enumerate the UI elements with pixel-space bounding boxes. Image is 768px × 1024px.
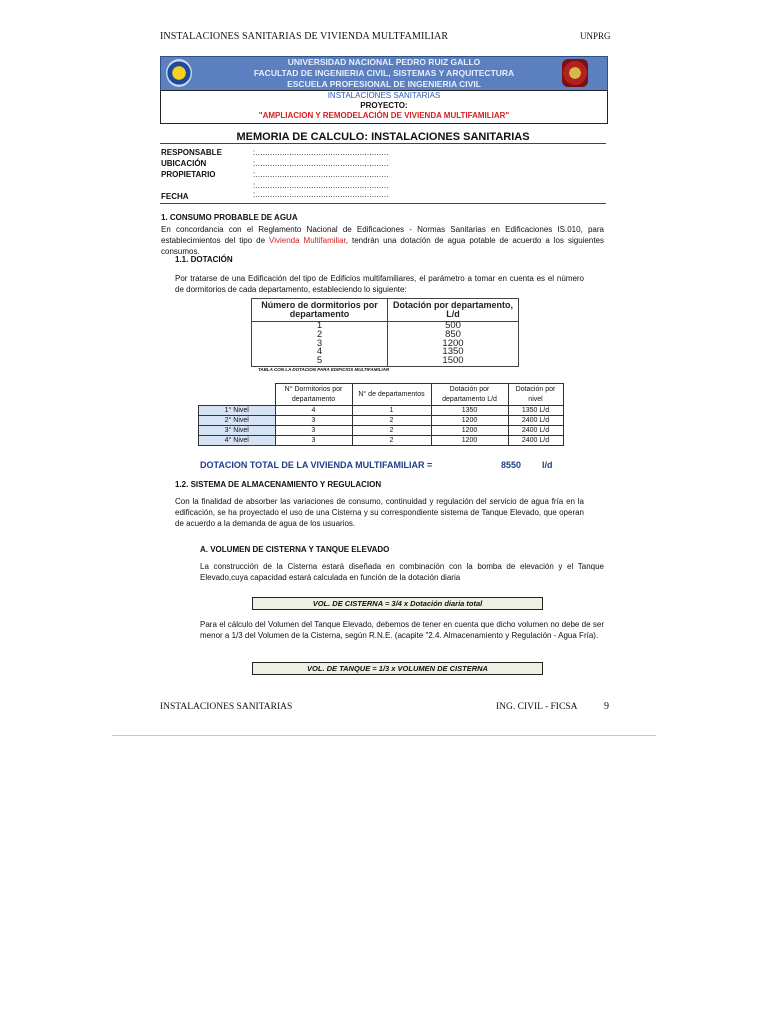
table-row [252,348,519,357]
footer-right: ING. CIVIL - FICSA [496,702,578,712]
table-row [199,406,564,416]
formula-cisterna: VOL. DE CISTERNA = 3/4 x Dotación diaria total [252,597,543,610]
field-label-responsable: RESPONSABLE [161,148,222,157]
table-cell: 1350 L/d [508,406,563,416]
running-header-title: INSTALACIONES SANITARIAS DE VIVIENDA MULTFAMILIAR [160,31,449,42]
banner-school: ESCUELA PROFESIONAL DE INGENIERIA CIVIL [287,79,481,89]
project-subject: INSTALACIONES SANITARIAS [327,91,441,100]
field-value-propietario: :....................................................... [253,170,389,179]
table-row [199,436,564,446]
faculty-crest-icon [562,59,588,87]
section-a-paragraph-2: Para el cálculo del Volumen del Tanque Elevado, debemos de tener en cuenta que dicho volumen no debe de ser menor a 1/3 del Volumen de la Cisterna, según R.N.E. (acapite "2.4. Almacenamiento y Regulación - Agua Fría). [200,620,604,640]
project-label: PROYECTO: [360,101,408,110]
table-cell: 1200 [431,416,508,426]
table-cell: 1200 [431,426,508,436]
dotacion-header-dormitorios: Número de dormitorios por departamento [252,299,388,322]
field-value-responsable: :....................................................... [253,148,389,157]
dotacion-header-dotacion: Dotación por departamento, L/d [388,299,519,322]
section-a-title: A. VOLUMEN DE CISTERNA Y TANQUE ELEVADO [200,545,390,554]
dotacion-table [251,298,519,367]
table-cell: 2 [352,436,431,446]
table-cell: 3 [275,436,352,446]
table-cell: 3 [275,426,352,436]
university-logo-icon [166,59,192,87]
field-label-ubicacion: UBICACIÓN [161,159,207,168]
page-number: 9 [604,701,609,712]
field-label-fecha: FECHA [161,192,189,201]
table-cell: 1 [252,322,388,331]
nivel-header-dotacion-depto: Dotación por departamento L/d [431,384,508,406]
table-cell: 1° Nivel [199,406,276,416]
table-cell: 1200 [431,436,508,446]
field-value-extra: :....................................................... [253,181,389,190]
field-value-ubicacion: :....................................................... [253,159,389,168]
table-row [252,357,519,366]
table-cell: 1350 [431,406,508,416]
table-cell: 500 [388,322,519,331]
table-row [252,340,519,349]
table-row [199,426,564,436]
formula-tanque: VOL. DE TANQUE = 1/3 x VOLUMEN DE CISTERNA [252,662,543,675]
nivel-header-dotacion-nivel: Dotación por nivel [508,384,563,406]
total-dotacion-label: DOTACION TOTAL DE LA VIVIENDA MULTIFAMILIAR = [200,460,433,470]
document-title: MEMORIA DE CALCULO: INSTALACIONES SANITARIAS [236,131,530,143]
table-cell: 3 [275,416,352,426]
nivel-header-departamentos: N° de departamentos [352,384,431,406]
table-cell: 4° Nivel [199,436,276,446]
section-1-paragraph [161,224,604,257]
section-1-text-a: En concordancia con el Reglamento Nacional de Edificaciones - Normas Sanitarias en Edificaciones IS.010, para establecimientos del tipo de [161,225,604,245]
section-1-1-title: 1.1. DOTACIÓN [175,255,233,264]
table-cell: 2 [252,331,388,340]
table-cell: 2400 L/d [508,436,563,446]
section-1-title: 1. CONSUMO PROBABLE DE AGUA [161,213,298,222]
section-1-highlight: Vivienda Multifamiliar [269,236,346,245]
table-row [199,416,564,426]
section-1-1-paragraph: Por tratarse de una Edificación del tipo de Edificios multifamiliares, el parámetro a tomar en cuenta es el número de dormitorios de cada departamento, estableciendo lo siguiente: [175,274,584,294]
table-cell: 5 [252,357,388,366]
table-cell: 3 [252,340,388,349]
fields-rule [160,203,606,204]
table-row [252,331,519,340]
total-dotacion-unit: l/d [542,460,553,470]
banner-faculty: FACULTAD DE INGENIERIA CIVIL, SISTEMAS Y ARQUITECTURA [253,68,515,78]
table-cell: 3° Nivel [199,426,276,436]
table-cell: 1 [352,406,431,416]
table-cell: 850 [388,331,519,340]
page-bottom-rule [112,735,656,736]
section-1-2-title: 1.2. SISTEMA DE ALMACENAMIENTO Y REGULACION [175,480,382,489]
table-cell: 1500 [388,357,519,366]
nivel-table [198,383,564,446]
field-label-propietario: PROPIETARIO [161,170,216,179]
table-cell: 2400 L/d [508,426,563,436]
table-cell: 1200 [388,340,519,349]
university-banner [160,56,608,92]
table-row [252,322,519,331]
banner-university: UNIVERSIDAD NACIONAL PEDRO RUIZ GALLO [287,57,481,67]
running-header-org: UNPRG [580,31,611,41]
table-cell: 1350 [388,348,519,357]
table-cell: 2° Nivel [199,416,276,426]
section-1-text-b: , tendrán una dotación de agua potable de acuerdo a los siguientes consumos. [161,236,604,256]
table-cell: 2 [352,416,431,426]
table-cell: 4 [275,406,352,416]
section-1-2-paragraph: Con la finalidad de absorber las variaciones de consumo, continuidad y regulación del servicio de agua fría en la edificación, se ha proyectado el uso de una Cisterna y su correspondiente sistema de Tanque Elevado, que operan de acuerdo a la demanda de agua de los usuarios. [175,497,584,528]
nivel-header-blank [199,384,276,406]
nivel-header-dormitorios: N° Dormitorios por departamento [275,384,352,406]
project-name: "AMPLIACION Y REMODELACIÓN DE VIVIENDA MULTIFAMILIAR" [258,111,510,120]
section-a-paragraph-1: La construcción de la Cisterna estará diseñada en combinación con la bomba de elevación y el Tanque Elevado,cuya capacidad estará calculada en función de la dotación diaria [200,562,604,582]
footer-left: INSTALACIONES SANITARIAS [160,702,293,712]
table-cell: 2400 L/d [508,416,563,426]
total-dotacion-value: 8550 [501,460,522,470]
field-value-fecha: :....................................................... [253,190,389,199]
title-rule [160,143,606,144]
dotacion-table-caption: TABLA CON LA DOTACION PARA EDIFICIOS MULTIFAMILIAR [258,367,390,372]
project-box [160,90,608,124]
table-cell: 4 [252,348,388,357]
table-cell: 2 [352,426,431,436]
